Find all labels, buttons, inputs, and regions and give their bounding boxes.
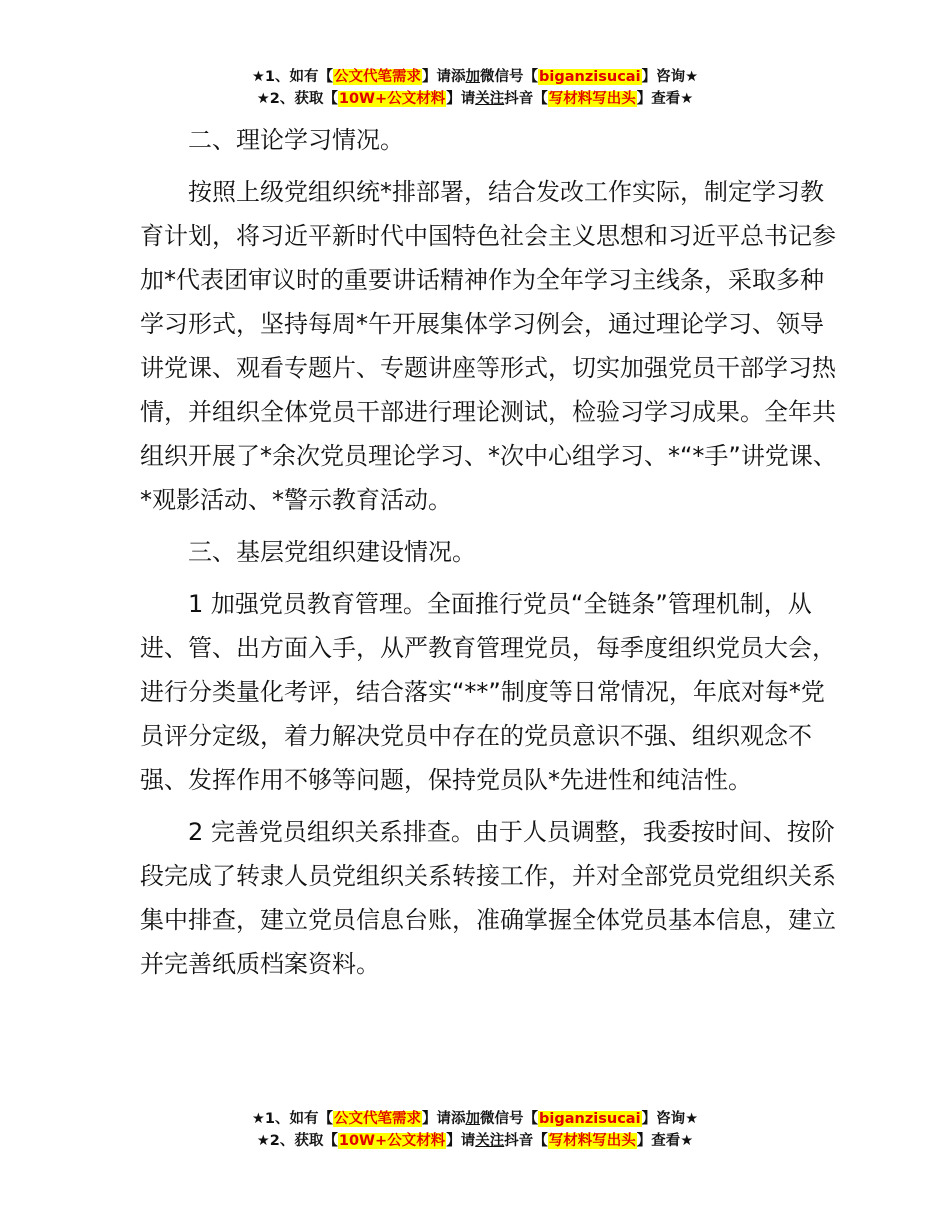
banner-text-underlined: 加: [465, 69, 481, 85]
banner-text-underlined: 加: [465, 1111, 481, 1127]
banner-text: ★1、如有【: [251, 1111, 334, 1127]
banner-text: 】请添: [422, 1111, 466, 1127]
banner-text: 】请: [446, 1133, 476, 1149]
banner-text: 】查看★: [636, 91, 694, 107]
highlight-materials: 10W+公文材料: [338, 91, 446, 107]
paragraph: 1 加强党员教育管理。全面推行党员“全链条”管理机制，从进、管、出方面入手，从严教育管理党员，每季度组织党员大会，进行分类量化考评，结合落实“**”制度等日常情况，年底对每*党员评分定级，着力解决党员中存在的党员意识不强、组织观念不强、发挥作用不够等问题，保持党员队*先进性和纯洁性。: [140, 590, 836, 794]
banner-text: 】咨询★: [641, 1111, 699, 1127]
banner-line-2: [0, 1130, 950, 1152]
section-heading: 三、基层党组织建设情况。: [188, 538, 476, 566]
banner-text: 】请: [446, 91, 476, 107]
banner-text-underlined: 关注: [475, 91, 505, 107]
banner-text: 】咨询★: [641, 69, 699, 85]
highlight-service: 公文代笔需求: [334, 1111, 422, 1127]
banner-text: 微信号【: [480, 69, 539, 85]
banner-text: ★1、如有【: [251, 69, 334, 85]
banner-text-underlined: 关注: [475, 1133, 505, 1149]
banner-text: 】请添: [422, 69, 466, 85]
banner-text: ★2、获取【: [256, 91, 338, 107]
paragraph: 2 完善党员组织关系排查。由于人员调整，我委按时间、按阶段完成了转隶人员党组织关系转接工作，并对全部党员党组织关系集中排查，建立党员信息台账，准确掌握全体党员基本信息，建立并完善纸质档案资料。: [140, 818, 836, 978]
banner-text: 】查看★: [636, 1133, 694, 1149]
footer-banner: [0, 1108, 950, 1152]
section-heading: 二、理论学习情况。: [188, 126, 404, 154]
highlight-materials: 10W+公文材料: [338, 1133, 446, 1149]
document-body: [140, 118, 840, 994]
banner-text: 抖音【: [504, 1133, 548, 1149]
header-banner: [0, 66, 950, 110]
paragraph: 按照上级党组织统*排部署，结合发改工作实际，制定学习教育计划，将习近平新时代中国特色社会主义思想和习近平总书记参加*代表团审议时的重要讲话精神作为全年学习主线条，采取多种学习形式，坚持每周*午开展集体学习例会，通过理论学习、领导讲党课、观看专题片、专题讲座等形式，切实加强党员干部学习热情，并组织全体党员干部进行理论测试，检验习学习成果。全年共组织开展了*余次党员理论学习、*次中心组学习、*“*手”讲党课、*观影活动、*警示教育活动。: [140, 178, 837, 514]
highlight-douyin: 写材料写出头: [548, 91, 636, 107]
banner-text: ★2、获取【: [256, 1133, 338, 1149]
banner-line-1: [0, 1108, 950, 1130]
banner-text: 微信号【: [480, 1111, 539, 1127]
highlight-wechat-id: biganzisucai: [539, 1111, 641, 1127]
banner-line-1: [0, 66, 950, 88]
highlight-douyin: 写材料写出头: [548, 1133, 636, 1149]
banner-text: 抖音【: [504, 91, 548, 107]
banner-line-2: [0, 88, 950, 110]
highlight-service: 公文代笔需求: [334, 69, 422, 85]
highlight-wechat-id: biganzisucai: [539, 69, 641, 85]
